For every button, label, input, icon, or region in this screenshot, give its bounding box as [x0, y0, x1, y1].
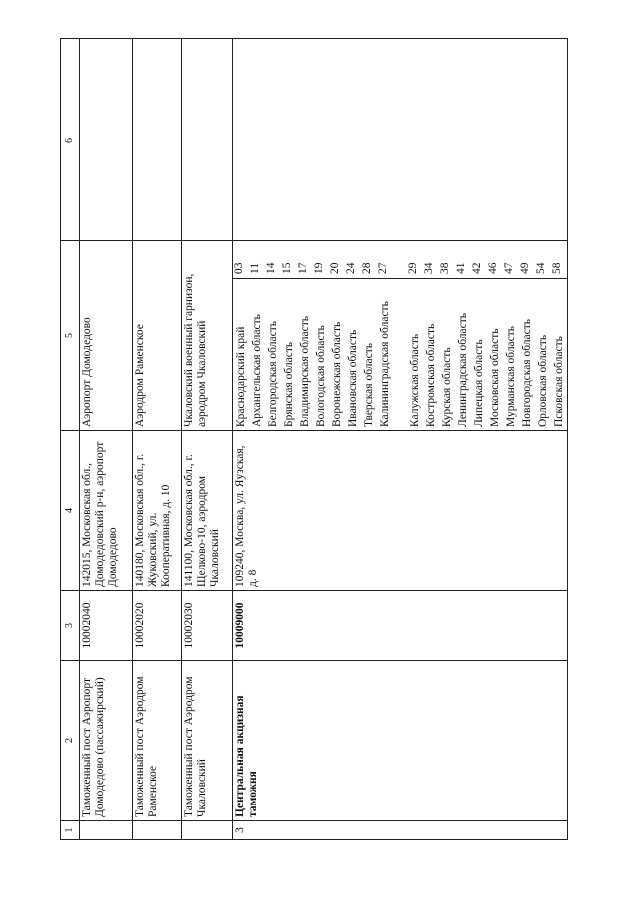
header-col-6: 6 — [61, 41, 79, 241]
region-row — [345, 241, 361, 430]
region-name: Воронежская область — [330, 321, 343, 427]
region-name: Мурманская область — [504, 325, 517, 427]
post-zone: Аэропорт Домодедово — [80, 241, 132, 431]
region-code: 20 — [329, 241, 345, 279]
row-num — [133, 821, 181, 839]
post-zone: Чкаловский военный гарнизон, аэродром Чкаловский — [182, 241, 232, 431]
region-name: Вологодская область — [314, 325, 327, 427]
region-row — [471, 241, 487, 430]
region-row — [281, 241, 297, 430]
region-row — [233, 241, 249, 430]
post-name: Таможенный пост Аэродром Чкаловский — [182, 661, 232, 821]
post-address: 140180, Московская обл., г. Жуковский, ул. Кооперативная, д. 10 — [133, 431, 181, 591]
row-num — [182, 821, 232, 839]
region-row — [423, 241, 439, 430]
region-code: 11 — [249, 241, 265, 279]
region-row — [439, 241, 455, 430]
region-row — [361, 241, 377, 430]
header-col-4: 4 — [61, 431, 79, 591]
region-name: Белгородская область — [266, 321, 279, 427]
region-name: Тверская область — [362, 343, 375, 427]
region-code: 42 — [471, 241, 487, 279]
region-row — [455, 241, 471, 430]
table-row-main-customs — [232, 39, 567, 839]
region-name: Липецкая область — [472, 339, 485, 427]
row-num — [80, 821, 132, 839]
region-row — [551, 241, 567, 430]
region-code: 46 — [487, 241, 503, 279]
region-code: 19 — [313, 241, 329, 279]
region-name: Ленинградская область — [456, 312, 469, 427]
post-zone: Аэродром Раменское — [133, 241, 181, 431]
region-row — [249, 241, 265, 430]
region-row — [329, 241, 345, 430]
region-code: 14 — [265, 241, 281, 279]
region-name: Московская область — [488, 328, 501, 427]
col6-cell — [233, 41, 567, 241]
region-code: 58 — [551, 241, 567, 279]
region-code: 03 — [233, 241, 249, 279]
region-row — [535, 241, 551, 430]
region-code: 27 — [377, 241, 393, 279]
header-col-2: 2 — [61, 661, 79, 821]
region-code: 29 — [407, 241, 423, 279]
region-name: Архангельская область — [250, 314, 263, 427]
region-code: 54 — [535, 241, 551, 279]
region-row — [265, 241, 281, 430]
region-name: Псковская область — [552, 336, 565, 427]
col6-cell — [133, 41, 181, 241]
region-code: 47 — [503, 241, 519, 279]
region-row — [503, 241, 519, 430]
customs-code: 10009000 — [233, 591, 567, 661]
table-row — [181, 39, 232, 839]
post-name: Таможенный пост Аэродром Раменское — [133, 661, 181, 821]
region-row — [407, 241, 423, 430]
region-code: 28 — [361, 241, 377, 279]
row-num: 3 — [234, 827, 246, 833]
table-row — [132, 39, 181, 839]
region-code: 49 — [519, 241, 535, 279]
post-code: 10002030 — [182, 591, 232, 661]
region-name: Калининградская область — [378, 301, 391, 427]
region-name: Брянская область — [282, 341, 295, 427]
post-code: 10002020 — [133, 591, 181, 661]
header-col-3: 3 — [61, 591, 79, 661]
region-name: Краснодарский край — [234, 326, 247, 427]
post-code: 10002040 — [80, 591, 132, 661]
customs-table — [60, 38, 568, 840]
post-address: 141100, Московская обл., г. Щелково-10, аэродром Чкаловский — [182, 431, 232, 591]
region-row — [313, 241, 329, 430]
region-code: 15 — [281, 241, 297, 279]
region-name: Костромская область — [424, 323, 437, 427]
region-name: Ивановская область — [346, 329, 359, 427]
region-row — [519, 241, 535, 430]
col6-cell — [80, 41, 132, 241]
regions-group-2 — [407, 241, 567, 430]
post-address: 142015, Московская обл., Домодедовский р-н, аэропорт Домодедово — [80, 431, 132, 591]
region-row — [297, 241, 313, 430]
region-name: Владимирская область — [298, 315, 311, 427]
header-col-5: 5 — [61, 241, 79, 431]
region-code: 38 — [439, 241, 455, 279]
region-name: Калужская область — [408, 333, 421, 427]
region-row — [377, 241, 393, 430]
table-header-row — [61, 39, 79, 839]
table-row — [79, 39, 132, 839]
region-code: 17 — [297, 241, 313, 279]
col6-cell — [182, 41, 232, 241]
regions-gap — [393, 241, 407, 430]
header-col-1: 1 — [64, 827, 75, 833]
region-code: 41 — [455, 241, 471, 279]
post-name: Таможенный пост Аэропорт Домодедово (пассажирский) — [80, 661, 132, 821]
customs-name: Центральная акцизная таможня — [233, 661, 567, 821]
customs-address: 109240, Москва, ул. Яузская, д. 8 — [233, 431, 567, 591]
region-code: 24 — [345, 241, 361, 279]
region-name: Курская область — [440, 347, 453, 427]
regions-list — [233, 241, 567, 431]
region-code: 34 — [423, 241, 439, 279]
regions-group-1 — [233, 241, 393, 430]
region-name: Новгородская область — [520, 318, 533, 427]
region-row — [487, 241, 503, 430]
region-name: Орловская область — [536, 334, 549, 427]
